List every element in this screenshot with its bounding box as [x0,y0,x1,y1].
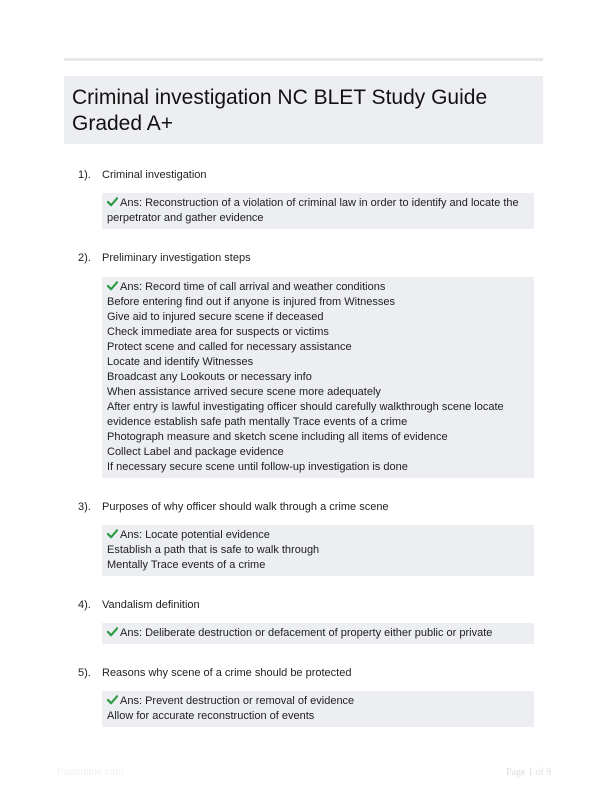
answer-box [102,193,534,229]
question-number: 3). [78,501,91,513]
answer-line: Establish a path that is safe to walk through [107,544,320,556]
answer-line: After entry is lawful investigating officer should carefully walkthrough scene locate [107,401,504,413]
check-icon [107,196,118,207]
footer-watermark: Papertible.com [57,767,124,778]
answer-line: Before entering find out if anyone is injured from Witnesses [107,296,395,308]
title-banner [64,76,543,144]
answer-box [102,277,534,478]
answer-line: Ans: Locate potential evidence [107,528,530,543]
answer-line: Ans: Deliberate destruction or defacement of property either public or private [107,626,530,641]
check-icon [107,280,118,291]
question-prompt: Criminal investigation [102,169,207,181]
check-icon [107,528,118,539]
check-icon [107,694,118,705]
question-prompt: Purposes of why officer should walk through a crime scene [102,501,389,513]
answer-line: Collect Label and package evidence [107,446,284,458]
answer-line: If necessary secure scene until follow-up investigation is done [107,461,408,473]
question-number: 5). [78,667,91,679]
page-number: Page 1 of 9 [506,767,552,778]
answer-line: Broadcast any Lookouts or necessary info [107,371,312,383]
answer-line: perpetrator and gather evidence [107,212,264,224]
answer-box [102,525,534,576]
answer-line: Protect scene and called for necessary assistance [107,341,352,353]
question-prompt: Reasons why scene of a crime should be protected [102,667,352,679]
answer-line: Check immediate area for suspects or victims [107,326,329,338]
answer-box [102,623,534,644]
answer-line: Ans: Reconstruction of a violation of criminal law in order to identify and locate the [107,196,530,211]
answer-line: Give aid to injured secure scene if deceased [107,311,324,323]
top-divider [64,58,543,61]
answer-line: evidence establish safe path mentally Trace events of a crime [107,416,408,428]
page-title: Criminal investigation NC BLET Study Guide Graded A+ [72,86,488,135]
check-icon [107,626,118,637]
question-prompt: Vandalism definition [102,599,200,611]
answer-line: Mentally Trace events of a crime [107,559,266,571]
question-number: 2). [78,252,91,264]
question-number: 4). [78,599,91,611]
answer-line: When assistance arrived secure scene more adequately [107,386,381,398]
answer-line: Allow for accurate reconstruction of events [107,710,315,722]
answer-line: Photograph measure and sketch scene including all items of evidence [107,431,448,443]
answer-box [102,691,534,727]
answer-line: Locate and identify Witnesses [107,356,254,368]
question-prompt: Preliminary investigation steps [102,252,251,264]
question-number: 1). [78,169,91,181]
answer-line: Ans: Record time of call arrival and weather conditions [107,280,530,295]
answer-line: Ans: Prevent destruction or removal of evidence [107,694,530,709]
